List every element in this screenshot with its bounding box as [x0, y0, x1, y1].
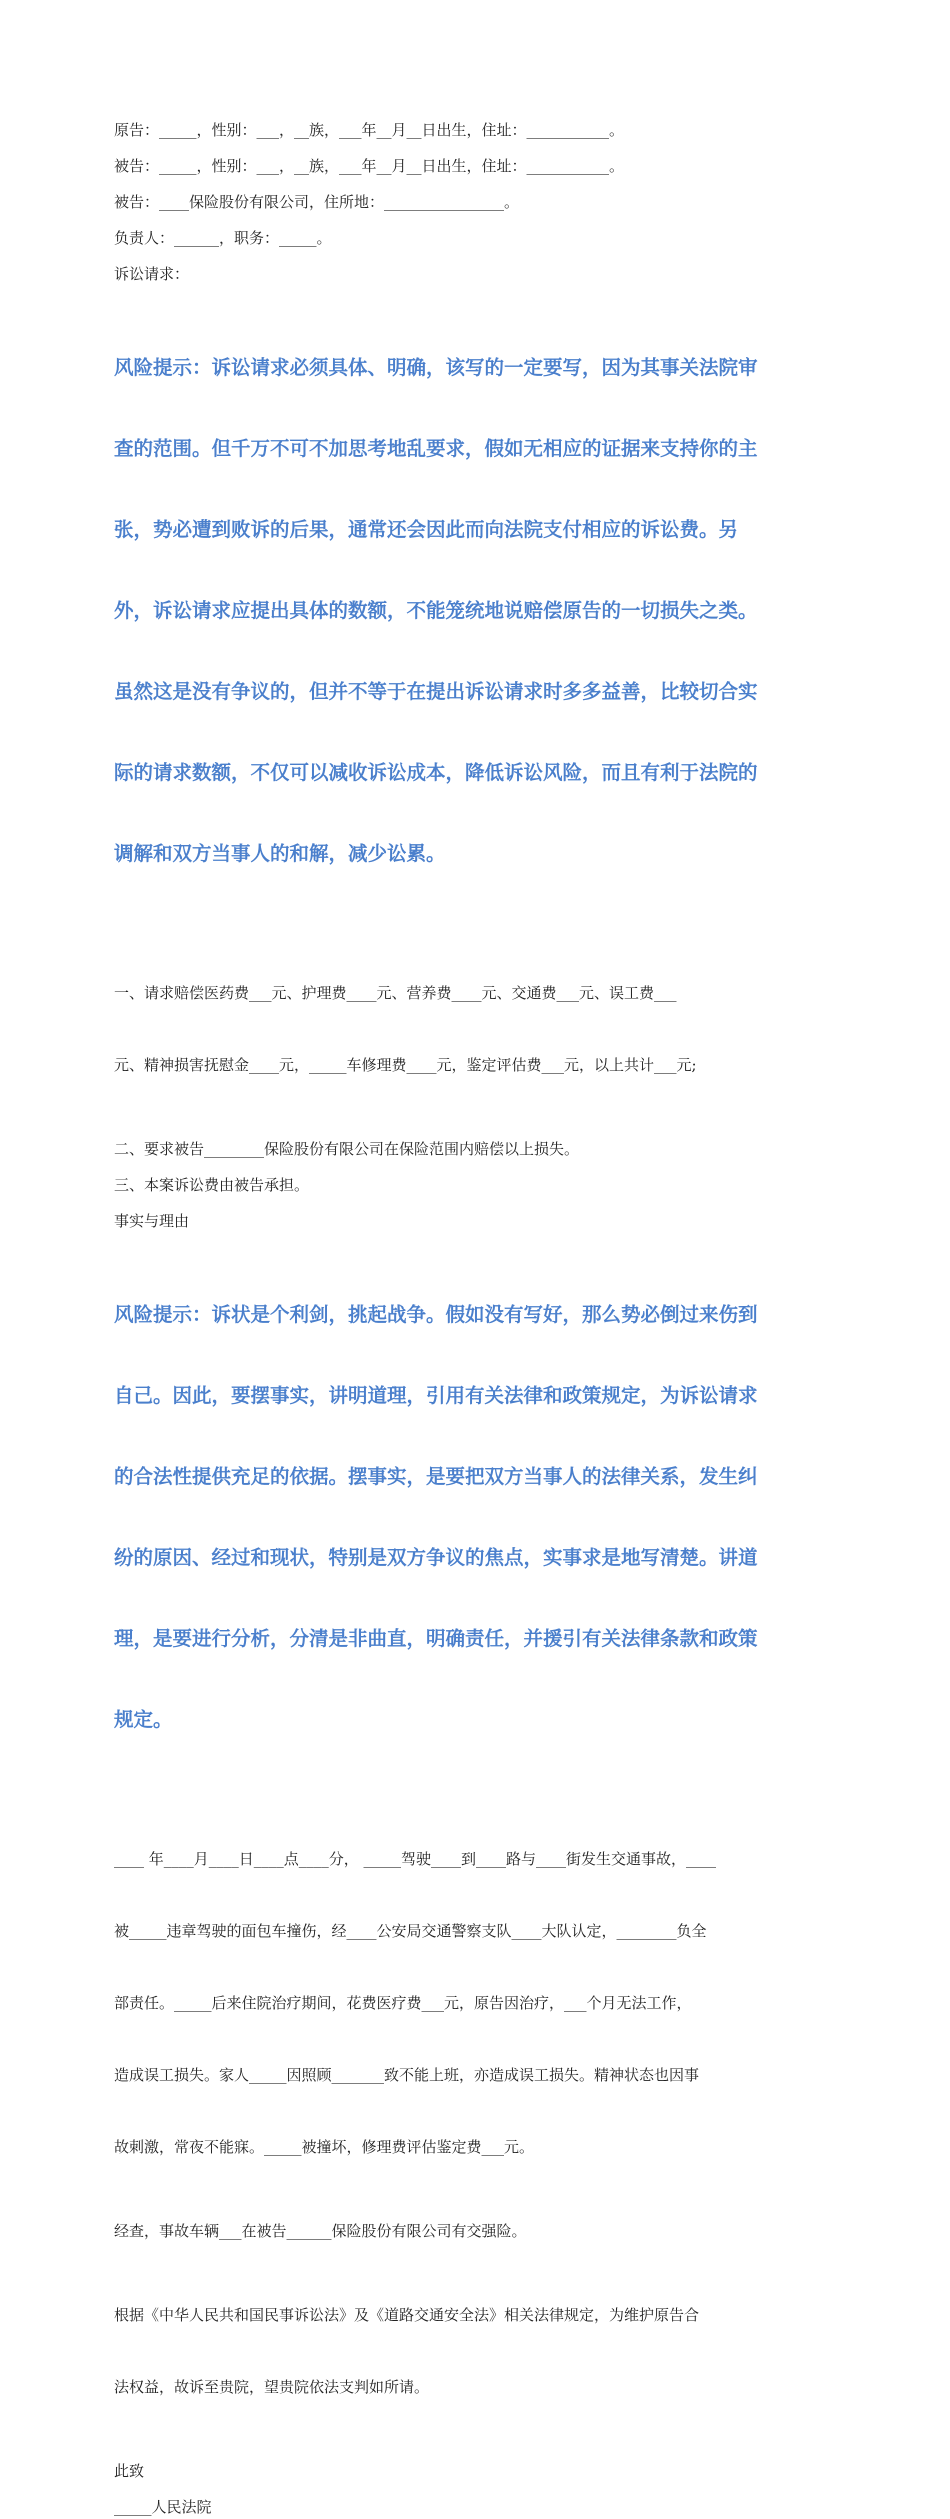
legal-basis-line: 根据《中华人民共和国民事诉讼法》及《道路交通安全法》相关法律规定，为维护原告合 [114, 2306, 700, 2324]
claim-item-1-line: 一、请求赔偿医药费___元、护理费____元、营养费____元、交通费___元、误工费___ [114, 984, 677, 1002]
facts-line: 被_____违章驾驶的面包车撞伤，经____公安局交通警察支队____大队认定，________负全 [114, 1922, 707, 1940]
risk-tip-line: 理，是要进行分析，分清是非曲直，明确责任，并援引有关法律条款和政策 [114, 1627, 758, 1650]
facts-line: 部责任。_____后来住院治疗期间，花费医疗费___元，原告因治疗，___个月无法工作， [114, 1994, 692, 2012]
defendant-line-2: 被告：____保险股份有限公司，住所地：________________。 [114, 193, 520, 211]
legal-basis-line: 法权益，故诉至贵院，望贵院依法支判如所请。 [114, 2378, 430, 2396]
claim-item-1 [114, 933, 836, 1125]
legal-basis-paragraph [114, 2255, 836, 2447]
facts-line: ____ 年____月____日____点____分， _____驾驶____到____路与____街发生交通事故，____ [114, 1850, 717, 1868]
risk-tip-facts [114, 1247, 836, 1787]
facts-line: 故刺激，常夜不能寐。_____被撞坏，修理费评估鉴定费___元。 [114, 2138, 535, 2156]
risk-tip-line: 外，诉讼请求应提出具体的数额，不能笼统地说赔偿原告的一切损失之类。 [114, 599, 758, 622]
risk-tip-line: 的合法性提供充足的依据。摆事实，是要把双方当事人的法律关系，发生纠 [114, 1465, 758, 1488]
claims-heading: 诉讼请求： [114, 265, 190, 283]
risk-tip-line: 自己。因此，要摆事实，讲明道理，引用有关法律和政策规定，为诉讼请求 [114, 1384, 758, 1407]
risk-tip-line: 虽然这是没有争议的，但并不等于在提出诉讼请求时多多益善，比较切合实 [114, 680, 758, 703]
facts-paragraph [114, 1799, 836, 2207]
risk-tip-line: 规定。 [114, 1708, 173, 1731]
risk-tip-line: 查的范围。但千万不可不加思考地乱要求，假如无相应的证据来支持你的主 [114, 437, 758, 460]
claim-item-3: 三、本案诉讼费由被告承担。 [114, 1176, 310, 1194]
claim-item-2: 二、要求被告________保险股份有限公司在保险范围内赔偿以上损失。 [114, 1140, 580, 1158]
closing-salutation: 此致 [114, 2462, 145, 2480]
complaint-document [114, 118, 836, 2519]
defendant-line-1: 被告：_____，性别：___，__族，___年__月__日出生，住址：___________。 [114, 157, 625, 175]
risk-tip-line: 纷的原因、经过和现状，特别是双方争议的焦点，实事求是地写清楚。讲道 [114, 1546, 758, 1569]
risk-tip-line: 际的请求数额，不仅可以减收诉讼成本，降低诉讼风险，而且有利于法院的 [114, 761, 758, 784]
risk-tip-line: 张，势必遭到败诉的后果，通常还会因此而向法院支付相应的诉讼费。另 [114, 518, 739, 541]
claim-item-1-line: 元、精神损害抚慰金____元，_____车修理费____元，鉴定评估费___元，以上共计___元; [114, 1056, 697, 1074]
facts-heading: 事实与理由 [114, 1212, 190, 1230]
risk-tip-line: 风险提示：诉讼请求必须具体、明确，该写的一定要写，因为其事关法院审 [114, 356, 758, 379]
court-name: _____人民法院 [114, 2498, 212, 2516]
risk-tip-line: 调解和双方当事人的和解，减少讼累。 [114, 842, 446, 865]
facts-line: 造成误工损失。家人_____因照顾_______致不能上班，亦造成误工损失。精神状态也因事 [114, 2066, 700, 2084]
risk-tip-line: 风险提示：诉状是个利剑，挑起战争。假如没有写好，那么势必倒过来伤到 [114, 1303, 758, 1326]
insurance-line: 经查，事故车辆___在被告______保险股份有限公司有交强险。 [114, 2222, 527, 2240]
risk-tip-claims [114, 300, 836, 921]
plaintiff-line: 原告：_____，性别：___，__族，___年__月__日出生，住址：___________。 [114, 121, 625, 139]
responsible-person-line: 负责人：______，职务：_____。 [114, 229, 332, 247]
